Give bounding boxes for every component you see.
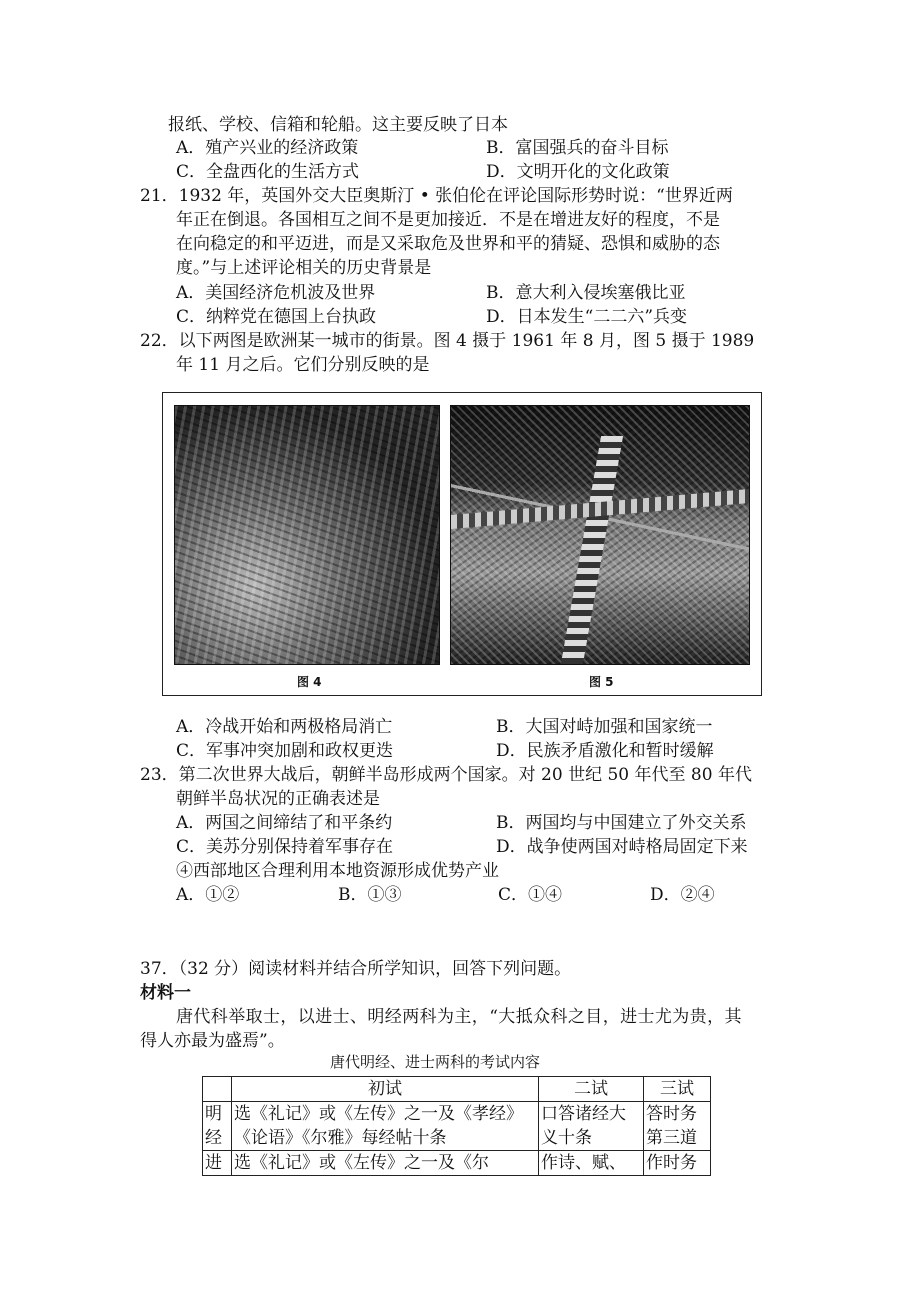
q21-option-b: B．意大利入侵埃塞俄比亚 xyxy=(486,283,686,303)
q23-choice-d: D．②④ xyxy=(650,885,715,905)
q20-option-a: A．殖产兴业的经济政策 xyxy=(176,138,359,158)
q23-choice-a: A．①② xyxy=(176,885,240,905)
q21-stem-line2: 年正在倒退。各国相互之间不是更加接近．不是在增进友好的程度，不是 xyxy=(176,210,720,230)
q21-option-d: D．日本发生“二二六”兵变 xyxy=(486,307,688,327)
row-label-jinshi xyxy=(203,1151,232,1176)
q23-option-a: A．两国之间缔结了和平条约 xyxy=(176,813,393,833)
cell-line: 义十条 xyxy=(541,1128,592,1148)
header-first-exam: 初试 xyxy=(232,1077,539,1102)
cell-line: 作诗、赋、 xyxy=(541,1153,626,1173)
cell-line: 《论语》《尔雅》每经帖十条 xyxy=(234,1128,447,1148)
header-third-exam: 三试 xyxy=(644,1077,711,1102)
figure-panel xyxy=(162,392,762,696)
row-label-char: 经 xyxy=(205,1128,222,1148)
exam-content-table xyxy=(202,1076,711,1176)
table-row xyxy=(203,1151,711,1176)
q23-choice-c: C．①④ xyxy=(498,885,563,905)
q23-option-b: B．两国均与中国建立了外交关系 xyxy=(496,813,747,833)
q23-option-c: C．美苏分别保持着军事存在 xyxy=(176,837,394,857)
q23-stem-line1: 23．第二次世界大战后，朝鲜半岛形成两个国家。对 20 世纪 50 年代至 80 年代 xyxy=(140,765,752,785)
jinshi-third-exam xyxy=(644,1151,711,1176)
q23-option-d: D．战争使两国对峙格局固定下来 xyxy=(496,837,748,857)
q20-stem-continuation: 报纸、学校、信箱和轮船。这主要反映了日本 xyxy=(168,115,508,135)
figure-5-caption: 图 5 xyxy=(589,675,614,689)
row-label-mingjing xyxy=(203,1102,232,1151)
q23-stem-line2: 朝鲜半岛状况的正确表述是 xyxy=(176,789,380,809)
header-empty-cell xyxy=(203,1077,232,1102)
figure-5-photo xyxy=(450,405,750,665)
header-second-exam: 二试 xyxy=(539,1077,644,1102)
q37-material-label: 材料一 xyxy=(140,983,191,1003)
mingjing-third-exam xyxy=(644,1102,711,1151)
figure-4-caption: 图 4 xyxy=(297,675,322,689)
q20-option-d: D．文明开化的文化政策 xyxy=(486,162,670,182)
mingjing-first-exam xyxy=(232,1102,539,1151)
q37-material-para-line1: 唐代科举取士，以进士、明经两科为主，“大抵众科之目，进士尤为贵，其 xyxy=(176,1007,742,1027)
q21-option-a: A．美国经济危机波及世界 xyxy=(176,283,376,303)
cell-line: 选《礼记》或《左传》之一及《孝经》 xyxy=(234,1104,523,1124)
q21-stem-line3: 在向稳定的和平迈进，而是又采取危及世界和平的猜疑、恐惧和威胁的态 xyxy=(176,234,720,254)
q37-heading: 37．（32 分）阅读材料并结合所学知识，回答下列问题。 xyxy=(140,959,572,979)
table-title: 唐代明经、进士两科的考试内容 xyxy=(330,1053,541,1071)
figure-5-wall-strip xyxy=(561,436,623,664)
mingjing-second-exam xyxy=(539,1102,644,1151)
q22-option-c: C．军事冲突加剧和政权更迭 xyxy=(176,741,394,761)
cell-line: 第三道 xyxy=(646,1128,697,1148)
jinshi-first-exam xyxy=(232,1151,539,1176)
q22-stem-line1: 22．以下两图是欧洲某一城市的街景。图 4 摄于 1961 年 8 月，图 5 摄于 1989 xyxy=(140,331,755,351)
jinshi-second-exam xyxy=(539,1151,644,1176)
q21-option-c: C．纳粹党在德国上台执政 xyxy=(176,307,377,327)
q22-option-b: B．大国对峙加强和国家统一 xyxy=(496,717,713,737)
q23-choice-b: B．①③ xyxy=(338,885,402,905)
q22-stem-line2: 年 11 月之后。它们分别反映的是 xyxy=(176,355,430,375)
q20-option-c: C．全盘西化的生活方式 xyxy=(176,162,360,182)
q23-extra-statement: ④西部地区合理利用本地资源形成优势产业 xyxy=(176,861,499,881)
cell-line: 答时务 xyxy=(646,1104,697,1124)
q37-material-para-line2: 得人亦最为盛焉”。 xyxy=(140,1031,285,1051)
table-header-row xyxy=(203,1077,711,1102)
row-label-char: 进 xyxy=(205,1153,222,1173)
q21-stem-line4: 度。”与上述评论相关的历史背景是 xyxy=(176,258,432,278)
row-label-char: 明 xyxy=(205,1104,222,1124)
cell-line: 口答诸经大 xyxy=(541,1104,626,1124)
q20-option-b: B．富国强兵的奋斗目标 xyxy=(486,138,669,158)
cell-line: 选《礼记》或《左传》之一及《尔 xyxy=(234,1153,489,1173)
figure-4-photo xyxy=(174,405,440,665)
table-row xyxy=(203,1102,711,1151)
q22-option-a: A．冷战开始和两极格局消亡 xyxy=(176,717,393,737)
q21-stem-line1: 21．1932 年，英国外交大臣奥斯汀 • 张伯伦在评论国际形势时说：“世界近两 xyxy=(140,186,733,206)
cell-line: 作时务 xyxy=(646,1153,697,1173)
q22-option-d: D．民族矛盾激化和暂时缓解 xyxy=(496,741,714,761)
